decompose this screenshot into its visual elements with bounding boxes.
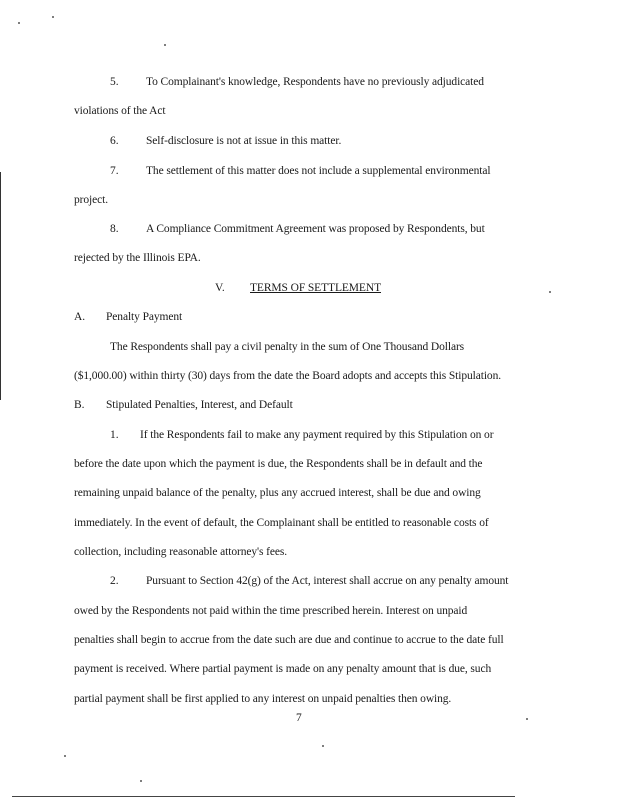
item-2-line-5: partial payment shall be first applied to any interest on unpaid penalties then owing. — [74, 693, 452, 705]
scan-speck — [64, 755, 66, 757]
subsection-b-heading: Stipulated Penalties, Interest, and Default — [106, 399, 293, 411]
finding-6-line-1: Self-disclosure is not at issue in this matter. — [146, 135, 342, 147]
scan-speck — [52, 16, 54, 18]
penalty-line-1: The Respondents shall pay a civil penalty in the sum of One Thousand Dollars — [110, 341, 465, 353]
subsection-b-letter: B. — [74, 399, 85, 411]
item-2-line-3: penalties shall begin to accrue from the date such are due and continue to accrue to the date full — [74, 634, 504, 646]
subsection-a-letter: A. — [74, 311, 86, 323]
bottom-rule — [12, 796, 515, 797]
finding-7-number: 7. — [110, 165, 119, 177]
scan-speck — [164, 44, 166, 46]
finding-6-number: 6. — [110, 135, 119, 147]
item-1-number: 1. — [110, 429, 119, 441]
item-2-line-1: Pursuant to Section 42(g) of the Act, interest shall accrue on any penalty amount — [146, 575, 509, 587]
section-number: V. — [215, 282, 225, 294]
finding-7-line-1: The settlement of this matter does not include a supplemental environmental — [146, 165, 491, 177]
finding-8-line-1: A Compliance Commitment Agreement was proposed by Respondents, but — [146, 223, 485, 235]
item-2-line-2: owed by the Respondents not paid within the time prescribed herein. Interest on unpaid — [74, 605, 468, 617]
item-1-line-3: remaining unpaid balance of the penalty, plus any accrued interest, shall be due and owing — [74, 487, 481, 499]
scan-speck — [322, 745, 324, 747]
section-title: TERMS OF SETTLEMENT — [250, 282, 381, 294]
scan-speck — [140, 780, 142, 782]
finding-5-line-2: violations of the Act — [74, 105, 166, 117]
item-2-line-4: payment is received. Where partial payment is made on any penalty amount that is due, such — [74, 663, 492, 675]
page-number: 7 — [296, 712, 302, 724]
penalty-line-2: ($1,000.00) within thirty (30) days from the date the Board adopts and accepts this Stipulation. — [74, 370, 501, 382]
scan-speck — [526, 718, 528, 720]
finding-8-line-2: rejected by the Illinois EPA. — [74, 252, 201, 264]
finding-5-line-1: To Complainant's knowledge, Respondents have no previously adjudicated — [146, 76, 484, 88]
item-2-number: 2. — [110, 575, 119, 587]
finding-7-line-2: project. — [74, 194, 109, 206]
scan-speck — [549, 291, 551, 293]
scan-speck — [18, 22, 20, 24]
item-1-line-1: If the Respondents fail to make any payment required by this Stipulation on or — [140, 429, 494, 441]
item-1-line-2: before the date upon which the payment is due, the Respondents shall be in default and the — [74, 458, 483, 470]
scan-edge-line — [0, 172, 1, 400]
subsection-a-heading: Penalty Payment — [106, 311, 183, 323]
item-1-line-5: collection, including reasonable attorney's fees. — [74, 546, 288, 558]
finding-5-number: 5. — [110, 76, 119, 88]
item-1-line-4: immediately. In the event of default, the Complainant shall be entitled to reasonable costs of — [74, 517, 489, 529]
finding-8-number: 8. — [110, 223, 119, 235]
